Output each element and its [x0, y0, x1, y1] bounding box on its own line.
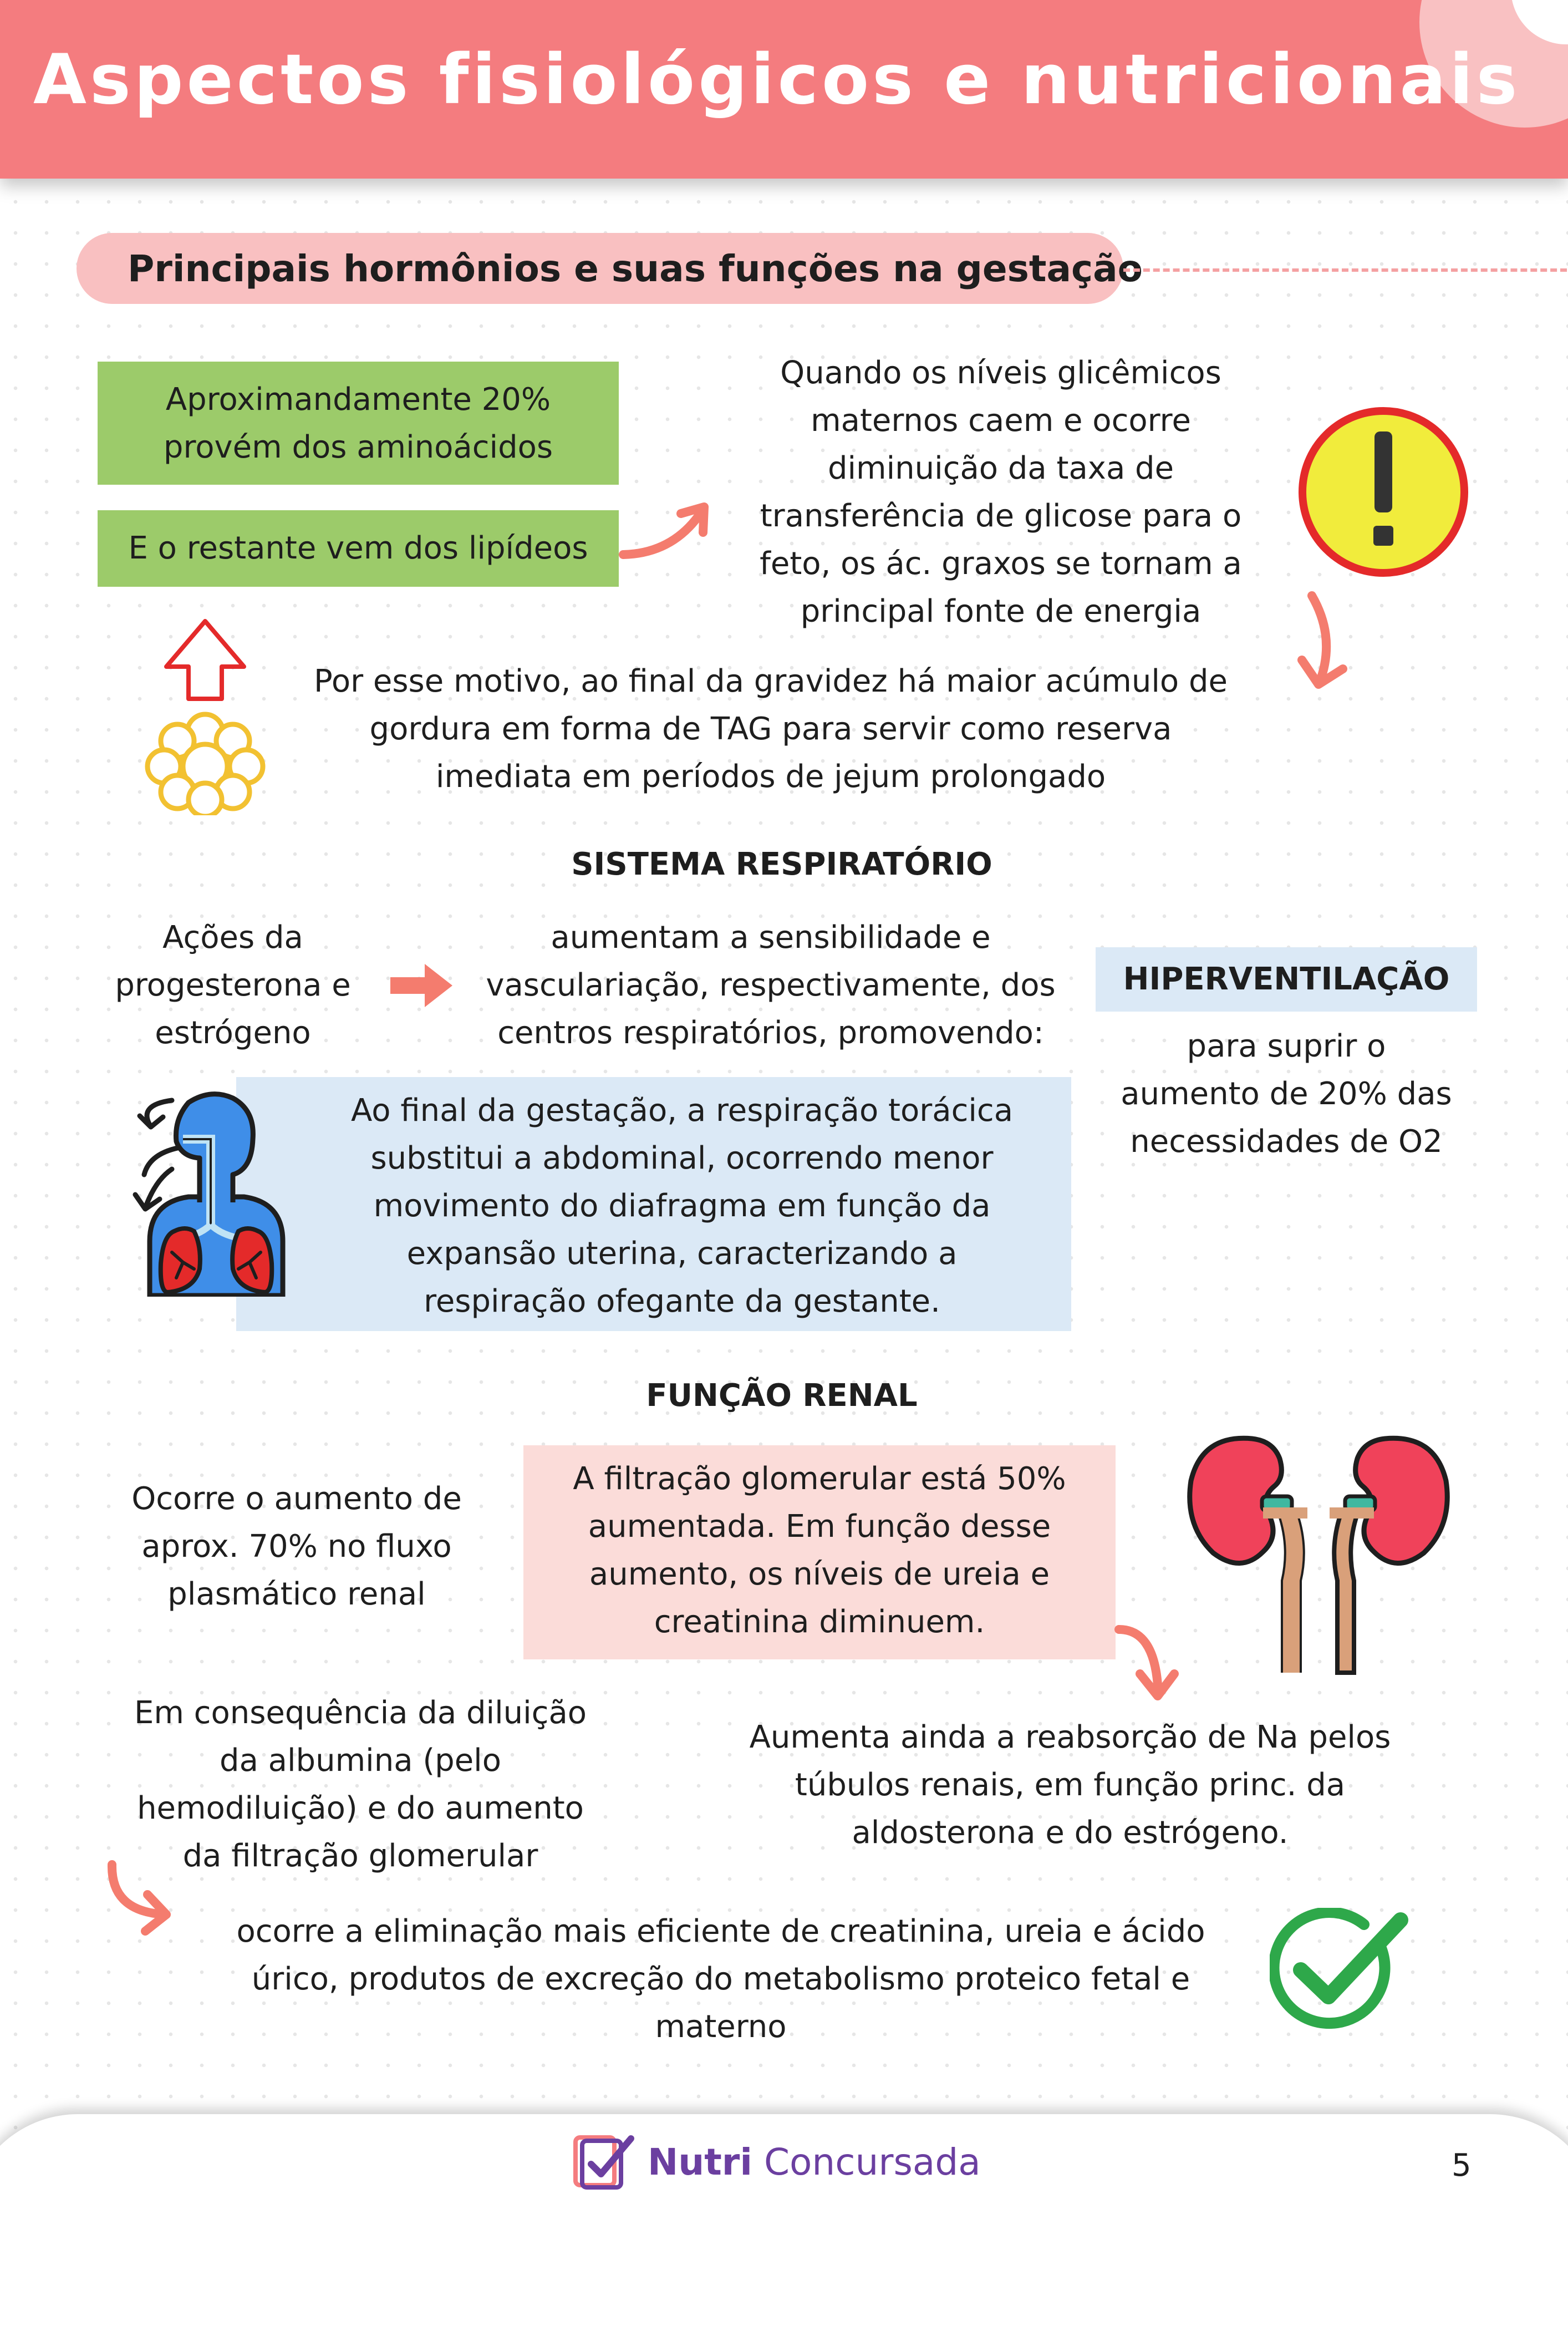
section-divider: [1123, 268, 1567, 272]
filtration-line-3: aumento, os níveis de ureia e: [589, 1556, 1050, 1592]
filtration-line-2: aumentada. Em função desse: [588, 1509, 1051, 1545]
sodium-text: [699, 1714, 1442, 1857]
breathing-line-2: substitui a abdominal, ocorrendo menor: [370, 1140, 994, 1176]
hormone-actions-text: [89, 914, 377, 1057]
sensitivity-line-3: centros respiratórios, promovendo:: [497, 1015, 1044, 1051]
elimination-line-2: úrico, produtos de excreção do metabolismo proteico fetal e: [251, 1961, 1190, 1997]
arrow-curve-down-icon: [1109, 1618, 1187, 1713]
glycemic-line-5: feto, os ác. graxos se tornam a: [760, 546, 1242, 582]
arrow-curve-right-icon: [98, 1856, 181, 1939]
brand-name-bold: Nutri: [648, 2141, 752, 2183]
amino-acids-line-1: Aproximandamente 20%: [165, 382, 551, 418]
warning-icon: [1296, 405, 1470, 579]
breathing-line-3: movimento do diafragma em função da: [373, 1188, 991, 1224]
breathing-text: [310, 1087, 1053, 1326]
respiratory-heading: SISTEMA RESPIRATÓRIO: [571, 846, 992, 882]
checkmark-icon: [1270, 1908, 1414, 2035]
dilution-line-3: hemodiluição) e do aumento: [137, 1790, 584, 1826]
hyperventilation-badge: HIPERVENTILAÇÃO: [1096, 947, 1477, 1012]
brand-name-regular: Concursada: [763, 2141, 981, 2183]
brand-logo-icon: [571, 2130, 637, 2191]
amino-acids-box: [98, 362, 619, 485]
fat-cell-icon: [139, 616, 272, 815]
filtration-text: [523, 1455, 1116, 1646]
arrow-down-icon: [1281, 588, 1364, 699]
elimination-text: [189, 1908, 1253, 2051]
dilution-line-2: da albumina (pelo: [220, 1743, 501, 1779]
glycemic-line-4: transferência de glicose para o: [760, 498, 1242, 534]
hyperventilation-text: [1096, 1023, 1477, 1166]
section-title: Principais hormônios e suas funções na gestação: [128, 247, 1143, 290]
glycemic-text: [726, 349, 1275, 636]
amino-acids-line-2: provém dos aminoácidos: [163, 429, 553, 465]
kidneys-icon: [1180, 1431, 1457, 1675]
glycemic-line-6: principal fonte de energia: [800, 593, 1202, 629]
page-number: 5: [1452, 2147, 1472, 2183]
fat-reserve-text: [266, 658, 1275, 801]
arrow-right-up-icon: [615, 494, 721, 571]
filtration-line-1: A filtração glomerular está 50%: [573, 1461, 1066, 1497]
fat-reserve-line-2: gordura em forma de TAG para servir como reserva: [369, 711, 1172, 747]
hyper-line-1: para suprir o: [1187, 1028, 1386, 1064]
filtration-line-4: creatinina diminuem.: [654, 1604, 985, 1640]
elimination-line-1: ocorre a eliminação mais eficiente de creatinina, ureia e ácido: [236, 1913, 1205, 1949]
fat-reserve-line-3: imediata em períodos de jejum prolongado: [435, 759, 1106, 795]
arrow-right-icon: [388, 961, 455, 1010]
glycemic-line-1: Quando os níveis glicêmicos: [780, 355, 1221, 391]
hyper-line-2: aumento de 20% das: [1121, 1076, 1452, 1112]
renal-flow-line-2: aprox. 70% no fluxo: [141, 1528, 452, 1565]
dilution-line-4: da filtração glomerular: [182, 1838, 538, 1874]
sodium-line-3: aldosterona e do estrógeno.: [852, 1815, 1289, 1851]
fat-reserve-line-1: Por esse motivo, ao final da gravidez há maior acúmulo de: [314, 663, 1228, 699]
lipids-box: [98, 510, 619, 587]
sodium-line-2: túbulos renais, em função princ. da: [795, 1767, 1346, 1803]
hormone-actions-line-1: Ações da: [162, 920, 303, 956]
dilution-line-1: Em consequência da diluição: [134, 1695, 587, 1731]
elimination-line-3: materno: [655, 2009, 787, 2045]
brand-name: [648, 2141, 981, 2183]
page-title: Aspectos fisiológicos e nutricionais: [33, 40, 1521, 120]
lungs-icon: [116, 1086, 316, 1297]
glycemic-line-2: maternos caem e ocorre: [811, 403, 1191, 439]
renal-heading: FUNÇÃO RENAL: [646, 1378, 918, 1414]
breathing-line-5: respiração ofegante da gestante.: [424, 1283, 940, 1319]
breathing-line-4: expansão uterina, caracterizando a: [406, 1236, 958, 1272]
sensitivity-line-1: aumentam a sensibilidade e: [551, 920, 991, 956]
sensitivity-line-2: vasculariação, respectivamente, dos: [486, 967, 1056, 1003]
glycemic-line-3: diminuição da taxa de: [827, 450, 1174, 486]
renal-flow-line-3: plasmático renal: [167, 1576, 426, 1612]
renal-flow-line-1: Ocorre o aumento de: [131, 1481, 462, 1517]
sensitivity-text: [466, 914, 1076, 1057]
sodium-line-1: Aumenta ainda a reabsorção de Na pelos: [749, 1719, 1391, 1755]
renal-flow-text: [111, 1475, 482, 1618]
hormone-actions-line-3: estrógeno: [155, 1015, 311, 1051]
hormone-actions-line-2: progesterona e: [115, 967, 351, 1003]
dilution-text: [111, 1689, 610, 1880]
lipids-text: E o restante vem dos lipídeos: [128, 530, 588, 566]
breathing-line-1: Ao final da gestação, a respiração torácica: [350, 1093, 1014, 1129]
hyper-line-3: necessidades de O2: [1130, 1124, 1443, 1160]
